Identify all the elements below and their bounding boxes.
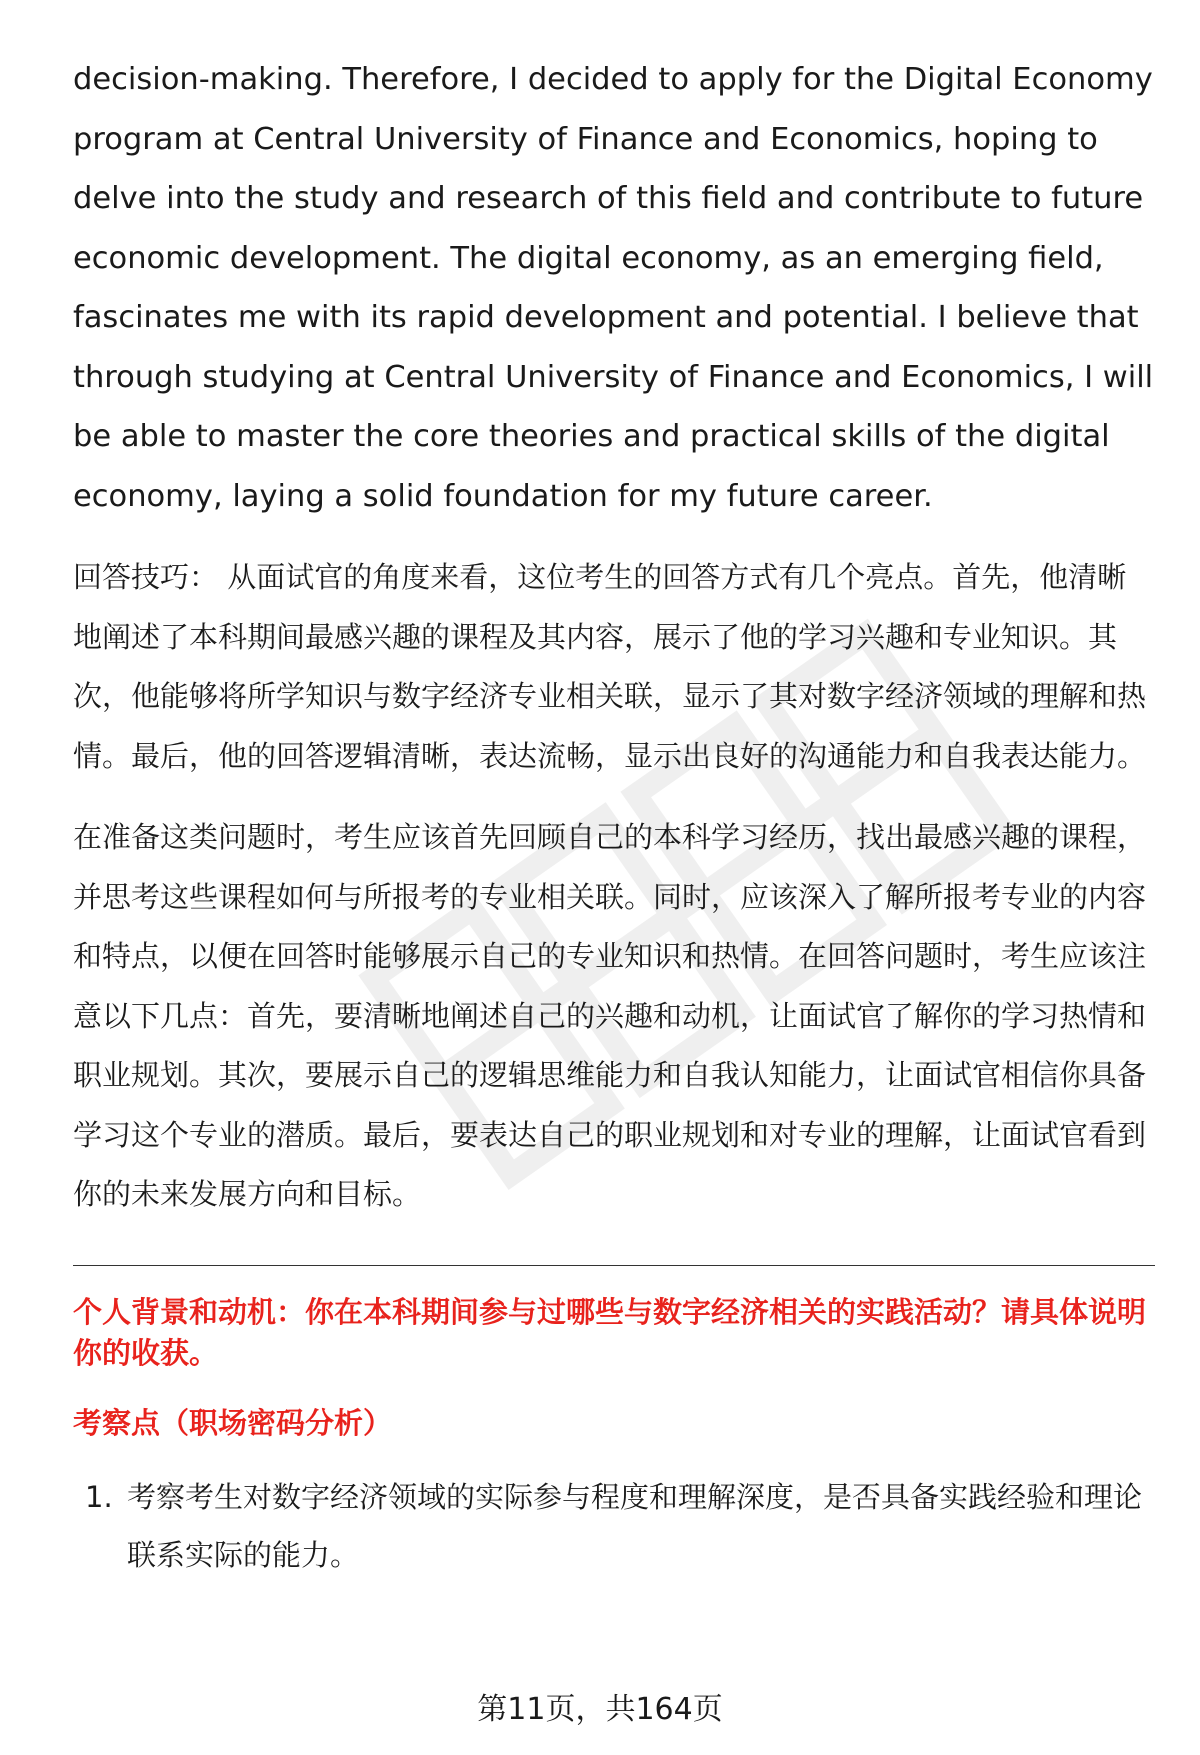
section-divider (73, 1265, 1155, 1266)
list-item-number: 1. (85, 1479, 113, 1514)
page-content (73, 50, 1155, 1584)
english-answer-paragraph: decision-making. Therefore, I decided to apply for the Digital Economy program at Central University of Finance and Economics, hoping to delve into the study and research of this field and contribute to future economic development. The digital economy, as an emerging field, fascinates me with its rapid development and potential. I believe that through studying at Central University of Finance and Economics, I will be able to master the core theories and practical skills of the digital economy, laying a solid foundation for my future career. (73, 62, 1154, 514)
page-number: 第11页，共164页 (477, 1692, 723, 1727)
list-item (73, 1468, 1155, 1584)
preparation-advice-paragraph: 在准备这类问题时，考生应该首先回顾自己的本科学习经历，找出最感兴趣的课程，并思考这些课程如何与所报考的专业相关联。同时，应该深入了解所报考专业的内容和特点，以便在回答时能够展示自己的专业知识和热情。在回答问题时，考生应该注意以下几点：首先，要清晰地阐述自己的兴趣和动机，让面试官了解你的学习热情和职业规划。其次，要展示自己的逻辑思维能力和自我认知能力，让面试官相信你具备学习这个专业的潜质。最后，要表达自己的职业规划和对专业的理解，让面试官看到你的未来发展方向和目标。 (73, 820, 1147, 1211)
assessment-points-list (73, 1468, 1155, 1584)
list-item-text: 考察考生对数字经济领域的实际参与程度和理解深度，是否具备实践经验和理论联系实际的能力。 (127, 1479, 1143, 1572)
answer-tips-paragraph: 回答技巧： 从面试官的角度来看，这位考生的回答方式有几个亮点。首先，他清晰地阐述了本科期间最感兴趣的课程及其内容，展示了他的学习兴趣和专业知识。其次，他能够将所学知识与数字经济专业相关联，显示了其对数字经济领域的理解和热情。最后，他的回答逻辑清晰，表达流畅，显示出良好的沟通能力和自我表达能力。 (73, 560, 1147, 773)
assessment-points-heading: 考察点（职场密码分析） (73, 1405, 393, 1440)
question-title: 个人背景和动机：你在本科期间参与过哪些与数字经济相关的实践活动？请具体说明你的收获。 (73, 1294, 1147, 1370)
